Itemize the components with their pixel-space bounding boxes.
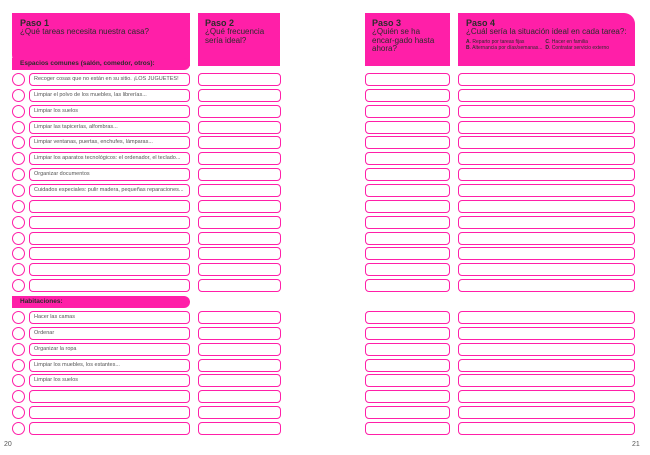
ideal-situation-field[interactable] [458, 232, 635, 245]
ideal-situation-field[interactable] [458, 374, 635, 387]
legend-c: Hacer en familia [551, 38, 588, 45]
task-checkbox[interactable] [12, 263, 25, 276]
responsible-field[interactable] [365, 121, 450, 134]
responsible-field[interactable] [365, 343, 450, 356]
task-checkbox[interactable] [12, 311, 25, 324]
section-common-title: Espacios comunes (salón, comedor, otros): [12, 58, 190, 70]
task-checkbox[interactable] [12, 359, 25, 372]
frequency-field[interactable] [198, 89, 281, 102]
page-number-right: 21 [632, 441, 640, 448]
ideal-situation-field[interactable] [458, 89, 635, 102]
paso3-header [365, 13, 450, 66]
frequency-field[interactable] [198, 232, 281, 245]
paso2-header [198, 13, 280, 66]
responsible-field[interactable] [365, 327, 450, 340]
task-checkbox[interactable] [12, 121, 25, 134]
ideal-situation-field[interactable] [458, 311, 635, 324]
paso2-title: Paso 2 [205, 18, 235, 28]
task-field[interactable]: Hacer las camas [29, 311, 190, 324]
ideal-situation-field[interactable] [458, 105, 635, 118]
paso2-question: ¿Qué frecuencia sería ideal? [205, 27, 265, 45]
task-checkbox[interactable] [12, 343, 25, 356]
task-field[interactable] [29, 390, 190, 403]
task-field[interactable]: Limpiar los suelos [29, 374, 190, 387]
ideal-situation-field[interactable] [458, 343, 635, 356]
task-field[interactable]: Limpiar el polvo de los muebles, las librerías... [29, 89, 190, 102]
responsible-field[interactable] [365, 406, 450, 419]
frequency-field[interactable] [198, 136, 281, 149]
frequency-field[interactable] [198, 406, 281, 419]
responsible-field[interactable] [365, 247, 450, 260]
ideal-situation-field[interactable] [458, 263, 635, 276]
ideal-situation-field[interactable] [458, 422, 635, 435]
task-field[interactable]: Organizar la ropa [29, 343, 190, 356]
responsible-field[interactable] [365, 200, 450, 213]
task-checkbox[interactable] [12, 136, 25, 149]
legend-a: Reparto por tareas fijas [472, 38, 525, 45]
frequency-field[interactable] [198, 390, 281, 403]
task-field[interactable]: Recoger cosas que no están en su sitio. ¡LOS JUGUETES! [29, 73, 190, 86]
task-checkbox[interactable] [12, 152, 25, 165]
frequency-field[interactable] [198, 200, 281, 213]
ideal-situation-field[interactable] [458, 279, 635, 292]
ideal-situation-field[interactable] [458, 327, 635, 340]
responsible-field[interactable] [365, 184, 450, 197]
task-field[interactable]: Organizar documentos [29, 168, 190, 181]
ideal-situation-field[interactable] [458, 247, 635, 260]
ideal-situation-field[interactable] [458, 152, 635, 165]
task-field[interactable]: Limpiar los suelos [29, 105, 190, 118]
task-field[interactable] [29, 232, 190, 245]
task-checkbox[interactable] [12, 232, 25, 245]
task-field[interactable] [29, 263, 190, 276]
task-checkbox[interactable] [12, 247, 25, 260]
task-checkbox[interactable] [12, 327, 25, 340]
frequency-field[interactable] [198, 184, 281, 197]
task-field[interactable] [29, 279, 190, 292]
task-checkbox[interactable] [12, 73, 25, 86]
ideal-situation-field[interactable] [458, 73, 635, 86]
frequency-field[interactable] [198, 343, 281, 356]
task-field[interactable]: Limpiar los aparatos tecnológicos: el ordenador, el teclado... [29, 152, 190, 165]
ideal-situation-field[interactable] [458, 121, 635, 134]
task-field[interactable]: Cuidados especiales: pulir madera, pequeñas reparaciones... [29, 184, 190, 197]
task-checkbox[interactable] [12, 184, 25, 197]
task-checkbox[interactable] [12, 390, 25, 403]
responsible-field[interactable] [365, 232, 450, 245]
ideal-situation-field[interactable] [458, 406, 635, 419]
frequency-field[interactable] [198, 327, 281, 340]
paso3-question: ¿Quién se ha encar-gado hasta ahora? [372, 27, 435, 53]
responsible-field[interactable] [365, 390, 450, 403]
task-checkbox[interactable] [12, 200, 25, 213]
legend-b: Alternancia por días/semanas... [472, 44, 543, 51]
frequency-field[interactable] [198, 168, 281, 181]
legend-a-key: A [466, 38, 470, 45]
task-checkbox[interactable] [12, 279, 25, 292]
ideal-situation-field[interactable] [458, 136, 635, 149]
responsible-field[interactable] [365, 263, 450, 276]
task-checkbox[interactable] [12, 168, 25, 181]
frequency-field[interactable] [198, 263, 281, 276]
paso3-title: Paso 3 [372, 18, 402, 28]
task-field[interactable] [29, 406, 190, 419]
paso4-question: ¿Cuál sería la situación ideal en cada tarea?: [466, 27, 627, 36]
responsible-field[interactable] [365, 73, 450, 86]
paso1-question: ¿Qué tareas necesita nuestra casa? [20, 27, 149, 36]
responsible-field[interactable] [365, 168, 450, 181]
task-field[interactable]: Limpiar los muebles, los estantes... [29, 359, 190, 372]
ideal-situation-field[interactable] [458, 168, 635, 181]
task-field[interactable] [29, 422, 190, 435]
frequency-field[interactable] [198, 359, 281, 372]
paso4-title: Paso 4 [466, 18, 496, 28]
task-checkbox[interactable] [12, 89, 25, 102]
responsible-field[interactable] [365, 311, 450, 324]
legend-d-key: D [545, 44, 550, 51]
ideal-situation-field[interactable] [458, 200, 635, 213]
paso4-legend: A. Reparto por tareas fijas C. Hacer en familia B. Alternancia por días/semanas... D. Contratar servicio externo [466, 38, 610, 51]
responsible-field[interactable] [365, 279, 450, 292]
ideal-situation-field[interactable] [458, 184, 635, 197]
legend-b-key: B [466, 44, 470, 51]
frequency-field[interactable] [198, 152, 281, 165]
responsible-field[interactable] [365, 216, 450, 229]
responsible-field[interactable] [365, 89, 450, 102]
frequency-field[interactable] [198, 121, 281, 134]
paso1-title: Paso 1 [20, 18, 50, 28]
responsible-field[interactable] [365, 152, 450, 165]
responsible-field[interactable] [365, 105, 450, 118]
task-field[interactable]: Ordenar [29, 327, 190, 340]
page-number-left: 20 [4, 441, 12, 448]
frequency-field[interactable] [198, 105, 281, 118]
frequency-field[interactable] [198, 216, 281, 229]
responsible-field[interactable] [365, 374, 450, 387]
frequency-field[interactable] [198, 311, 281, 324]
frequency-field[interactable] [198, 374, 281, 387]
task-checkbox[interactable] [12, 422, 25, 435]
task-checkbox[interactable] [12, 105, 25, 118]
frequency-field[interactable] [198, 73, 281, 86]
frequency-field[interactable] [198, 422, 281, 435]
ideal-situation-field[interactable] [458, 390, 635, 403]
task-field[interactable] [29, 200, 190, 213]
ideal-situation-field[interactable] [458, 359, 635, 372]
task-checkbox[interactable] [12, 406, 25, 419]
ideal-situation-field[interactable] [458, 216, 635, 229]
frequency-field[interactable] [198, 247, 281, 260]
paso4-header [458, 13, 635, 66]
frequency-field[interactable] [198, 279, 281, 292]
responsible-field[interactable] [365, 136, 450, 149]
task-field[interactable] [29, 216, 190, 229]
responsible-field[interactable] [365, 359, 450, 372]
task-field[interactable]: Limpiar ventanas, puertas, enchufes, lámparas... [29, 136, 190, 149]
task-field[interactable]: Limpiar las tapicerías, alfombras... [29, 121, 190, 134]
responsible-field[interactable] [365, 422, 450, 435]
legend-d: Contratar servicio externo [551, 44, 610, 51]
task-field[interactable] [29, 247, 190, 260]
task-checkbox[interactable] [12, 374, 25, 387]
section-rooms-title: Habitaciones: [12, 296, 190, 308]
legend-c-key: C [545, 38, 550, 45]
task-checkbox[interactable] [12, 216, 25, 229]
